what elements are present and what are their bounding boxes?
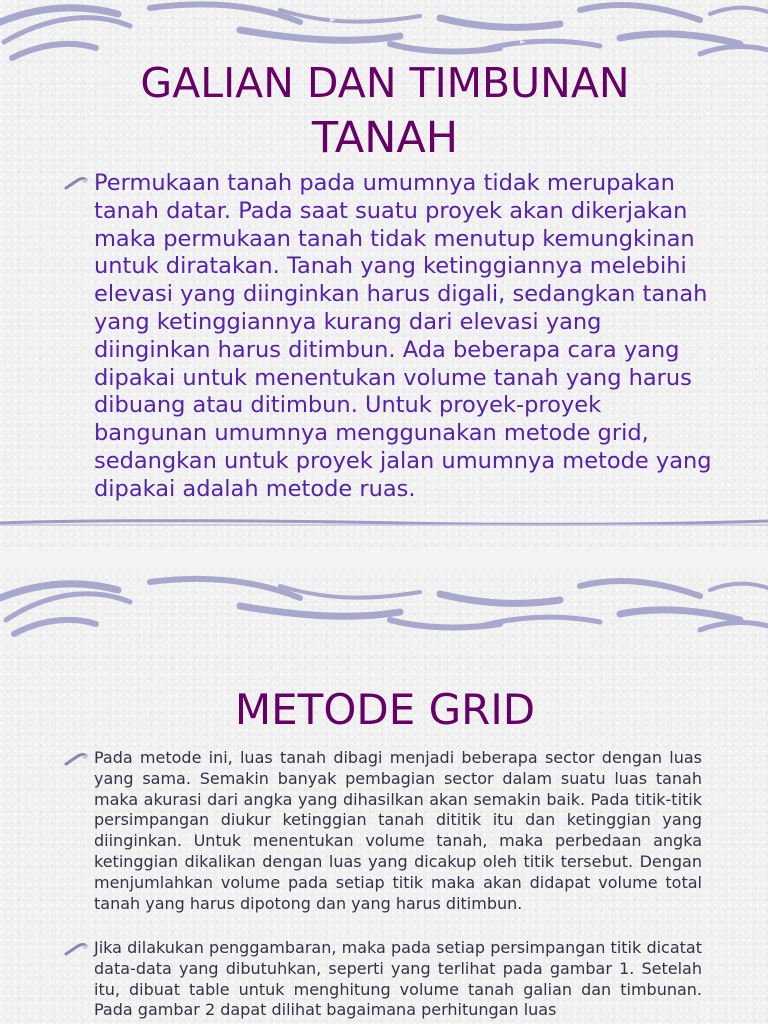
curled-bullet-icon xyxy=(64,750,88,766)
body-paragraph: Permukaan tanah pada umumnya tidak merupakan tanah datar. Pada saat suatu proyek akan dikerjakan maka permukaan tanah tidak menutup kemungkinan untuk diratakan. Tanah yang ketinggiannya melebihi elevasi yang diinginkan harus digali, sedangkan tanah yang ketinggiannya kurang dari elevasi yang diinginkan harus ditimbun. Ada beberapa cara yang dipakai untuk menentukan volume tanah yang harus dibuang atau ditimbun. Untuk proyek-proyek bangunan umumnya menggunakan metode grid, sedangkan untuk proyek jalan umumnya metode yang dipakai adalah metode ruas. xyxy=(94,170,712,502)
slide-separator xyxy=(0,548,768,574)
curled-bullet-icon xyxy=(64,940,88,956)
slide-title-line2: TANAH xyxy=(311,113,459,163)
body-paragraph-2: Jika dilakukan penggambaran, maka pada setiap persimpangan titik dicatat data-data yang dibutuhkan, seperti yang terlihat pada gambar 1. Setelah itu, dibuat table untuk menghitung volume tanah galian dan timbunan. Pada gambar 2 dapat dilihat bagaimana perhitungan luas xyxy=(94,938,702,1020)
slide-metode-grid xyxy=(0,574,768,1024)
curled-bullet-icon xyxy=(64,174,88,190)
slide-title-line1: GALIAN DAN TIMBUNAN xyxy=(140,59,630,107)
slide-title: METODE GRID xyxy=(234,685,536,734)
divider-line xyxy=(0,515,768,531)
body-paragraph-1: Pada metode ini, luas tanah dibagi menjadi beberapa sector dengan luas yang sama. Semakin banyak pembagian sector dalam suatu luas tanah maka akurasi dari angka yang dihasilkan akan semakin baik. Pada titik-titik persimpangan diukur ketinggian tanah dititik itu dan ketinggian yang diinginkan. Untuk menentukan volume tanah, maka perbedaan angka ketinggian dikalikan dengan luas yang dicakup oleh titik tersebut. Dengan menjumlahkan volume pada setiap titik maka akan didapat volume total tanah yang harus dipotong dan yang harus ditimbun. xyxy=(94,748,702,913)
header-wave-decoration xyxy=(0,574,768,638)
